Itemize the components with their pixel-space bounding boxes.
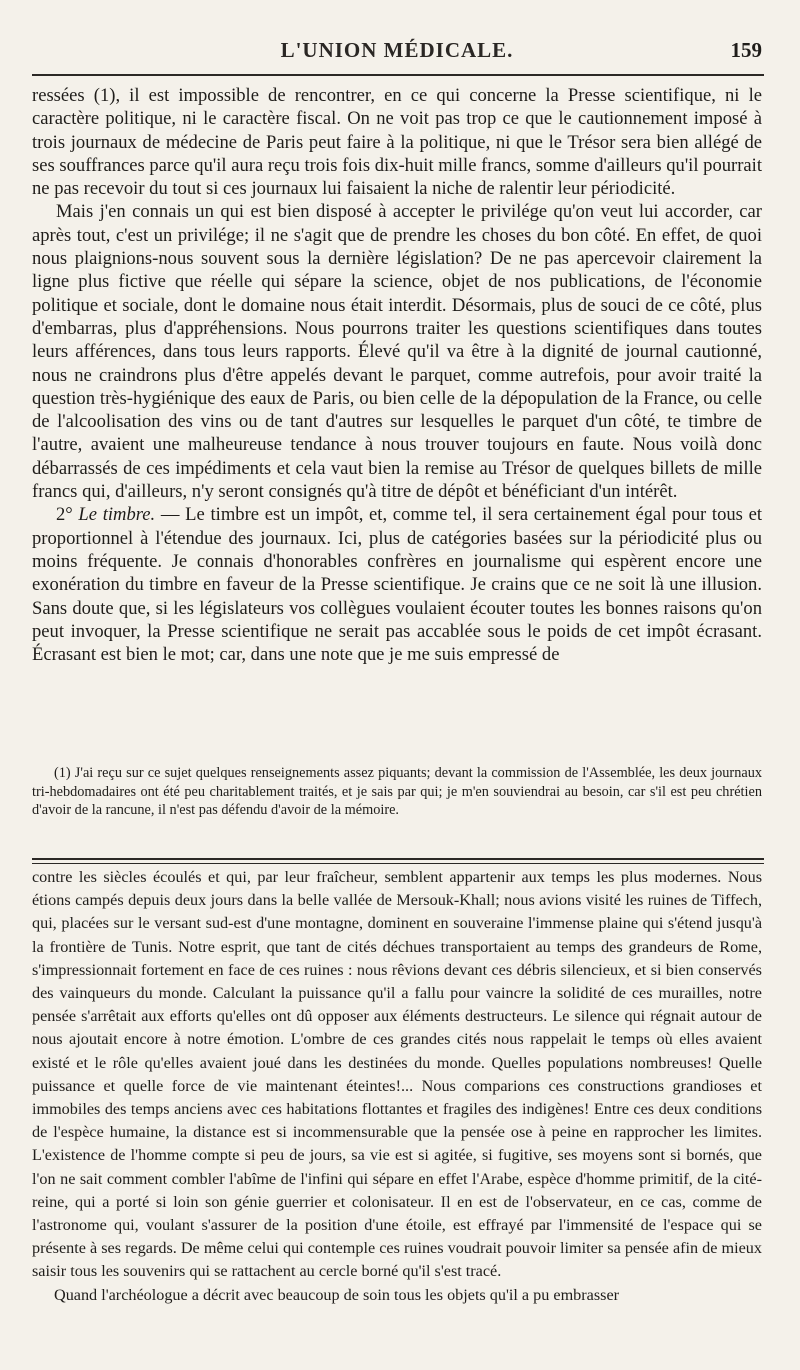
section-text: — Le timbre est un impôt, et, comme tel, il sera certainement égal pour tous et proportionnel à l'étendue des journaux. Ici, plus de catégories basées sur la périodicité plus ou moins fréquente. Je connais d'honorables confrères en journalisme qui espèrent encore une exonération du timbre en faveur de la Presse scientifique. Je crains que ce ne soit là une illusion. Sans doute que, si les législateurs vos collègues voulaient écouter toutes les bonnes raisons qu'on peut invoquer, la Presse scientifique ne serait pas accablée sous le poids de cet impôt écrasant. Écrasant est bien le mot; car, dans une note que je me suis empressé de [32, 504, 762, 666]
feuilleton-rule [32, 858, 764, 860]
main-article [32, 84, 762, 666]
feuilleton-article [32, 866, 762, 1307]
section-number: 2° [56, 504, 79, 526]
page-header [32, 38, 762, 68]
article-paragraph-timbre [32, 503, 762, 666]
footnote-text: (1) J'ai reçu sur ce sujet quelques renseignements assez piquants; devant la commission de l'Assemblée, les deux journaux tri-hebdomadaires ont été peu charitablement traités, et je sais par qui; je m'en souviendrai au besoin, car s'il est peu chrétien d'avoir de la rancune, il n'est pas défendu d'avoir de la mémoire. [32, 765, 762, 819]
page-number: 159 [730, 38, 762, 62]
feuilleton-paragraph: contre les siècles écoulés et qui, par leur fraîcheur, semblent appartenir aux temps les plus modernes. Nous étions campés depuis deux jours dans la belle vallée de Mersouk-Khall; nous avions visité les ruines de Tiffech, qui, placées sur le versant sud-est d'une montagne, dominent en souveraine l'immense plaine qui s'étend jusqu'à la frontière de Tunis. Notre esprit, que tant de cités déchues transportaient au temps des grandeurs de Rome, s'impressionnait fortement en face de ces ruines : nous rêvions devant ces débris silencieux, et si bien conservés des vainqueurs du monde. Calculant la puissance qu'il a fallu pour vaincre la solidité de ces murailles, notre pensée s'arrêtait aux efforts qu'elles ont dû opposer aux éléments destructeurs. Le silence qui régnait autour de nous ajoutait encore à notre émotion. L'ombre de ces grandes cités nous rappelait le temps où elles avaient existé et le rôle qu'elles avaient joué dans les destinées du monde. Quelles populations nombreuses! Quelle puissance et quelle force de vie maintenant éteintes!... Nous comparions ces constructions grandioses et immobiles des temps anciens avec ces habitations flottantes et fragiles des indigènes! Entre ces deux conditions de l'espèce humaine, la distance est si incommensurable que la pensée ose à peine en rapprocher les limites. L'existence de l'homme compte si peu de jours, sa vie est si agitée, si fugitive, ses moyens sont si bornés, que l'on ne sait comment combler l'abîme de l'infini qui sépare en effet l'Arabe, espèce d'homme primitif, de la cité-reine, qui a porté si loin son génie guerrier et colonisateur. Il en est de l'observateur, en ce cas, comme de l'astronome qui, voulant s'assurer de la position d'une étoile, est effrayé par l'immensité de l'espace qui se présente à ses regards. De même celui qui contemple ces ruines voudrait pouvoir limiter sa pensée afin de mieux saisir tous les souvenirs qui se rattachent au cercle borné qu'il s'est tracé. [32, 868, 762, 1281]
feuilleton-rule-thin [32, 863, 764, 864]
article-paragraph: ressées (1), il est impossible de rencontrer, en ce qui concerne la Presse scientifique, ni le caractère politique, ni le caractère fiscal. On ne voit pas trop ce que le cautionnement imposé à trois journaux de médecine de Paris peut faire à la politique, ni que le Trésor sera bien allégé de ses souffrances parce qu'il aura reçu trois fois dix-huit mille francs, somme d'ailleurs qu'il pourrait ne pas recevoir du tout si ces journaux lui faisaient la niche de ralentir leur périodicité. [32, 85, 763, 200]
header-rule [32, 74, 764, 76]
article-paragraph: Mais j'en connais un qui est bien disposé à accepter le privilége qu'on veut lui accorder, car après tout, c'est un privilége; il ne s'agit que de prendre les choses du bon côté. En effet, de quoi nous plaignions-nous souvent sous la dernière législation? De ne pas apercevoir clairement la ligne plus fictive que réelle qui sépare la science, objet de nos publications, de l'économie politique et sociale, dont le domaine nous était interdit. Désormais, plus de souci de ce côté, plus d'embarras, plus d'appréhensions. Nous pourrons traiter les questions scientifiques dans toutes leurs afférences, dans tous leurs rapports. Élevé qu'il va être à la dignité de journal cautionné, nous ne craindrons plus d'être appelés devant le parquet, comme autrefois, pour avoir traité la question très-hygiénique des eaux de Paris, ou bien celle de la dépopulation de la France, ou celle de l'alcoolisation des vins ou de tant d'autres sur lesquelles le parquet d'un côté, te timbre de l'autre, avaient une malheureuse tendance à nous trouver toujours en faute. Nous voilà donc débarrassés de ces impédiments et cela vaut bien la remise au Trésor de quelques billets de mille francs qui, d'ailleurs, n'y seront consignés qu'à titre de dépôt et bénéficiant d'un intérêt. [32, 201, 762, 503]
footnote [32, 764, 762, 820]
running-title: L'UNION MÉDICALE. [280, 38, 514, 62]
section-title: Le timbre. [78, 504, 156, 526]
feuilleton-paragraph: Quand l'archéologue a décrit avec beaucoup de soin tous les objets qu'il a pu embrasser [54, 1285, 620, 1304]
